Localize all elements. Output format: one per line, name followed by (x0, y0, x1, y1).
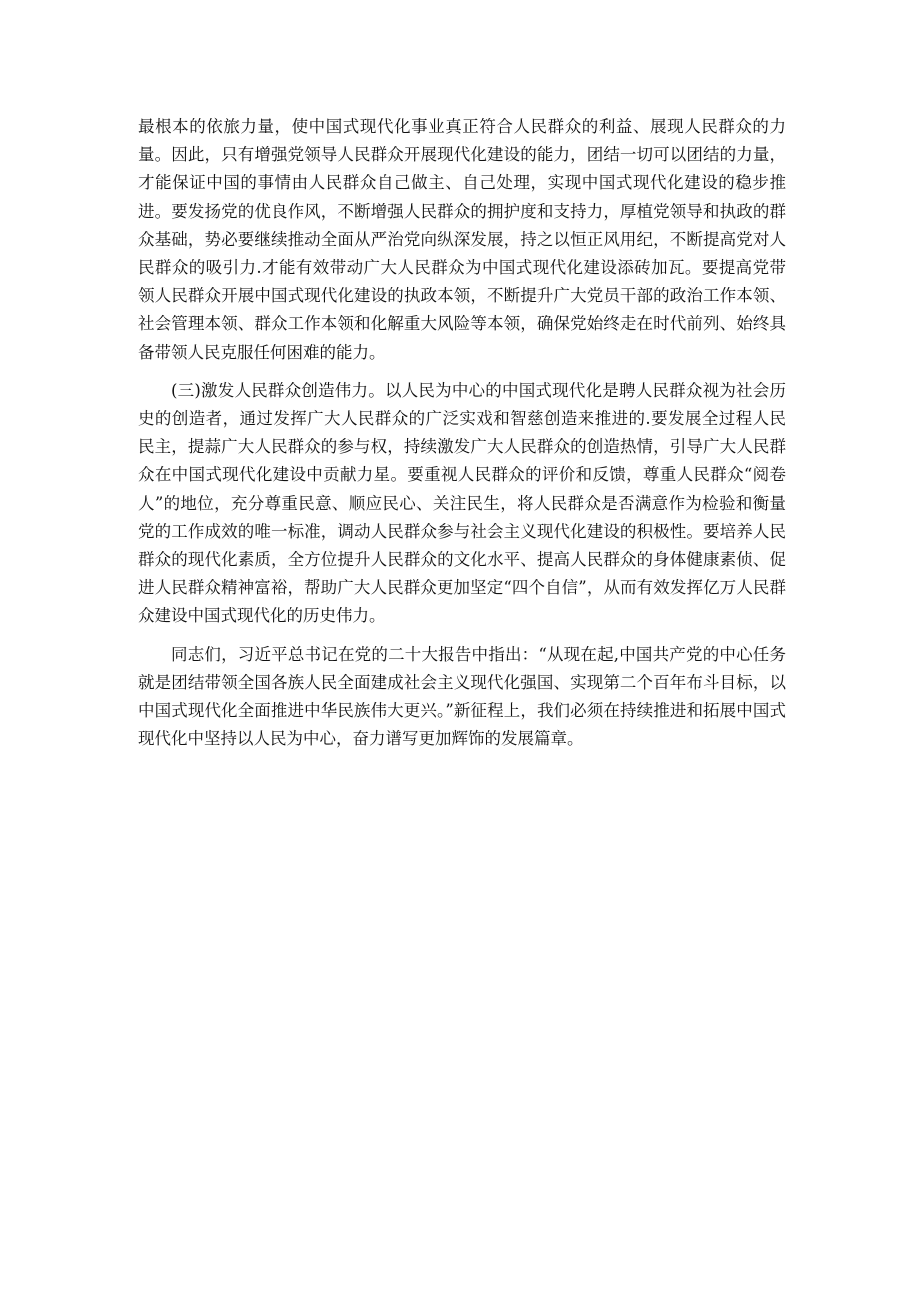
document-body (138, 113, 786, 753)
paragraph-continuation: 最根本的依旅力量，使中国式现代化事业真正符合人民群众的利益、展现人民群众的力量。因此，只有增强党领导人民群众开展现代化建设的能力，团结一切可以团结的力量，才能保证中国的事情由人民群众自己做主、自己处理，实现中国式现代化建设的稳步推进。要发扬党的优良作风，不断增强人民群众的拥护度和支持力，厚植党领导和执政的群众基础，势必要继续推动全面从严治党向纵深发展，持之以恒正风用纪，不断提高党对人民群众的吸引力.才能有效带动广大人民群众为中国式现代化建设添砖加瓦。要提高党带领人民群众开展中国式现代化建设的执政本领，不断提升广大党员干部的政治工作本领、社会管理本领、群众工作本领和化解重大风险等本领，确保党始终走在时代前列、始终具备带领人民克服任何困难的能力。 (138, 117, 786, 362)
paragraph-closing: 同志们，习近平总书记在党的二十大报告中指出：“从现在起,中国共产党的中心任务就是团结带领全国各族人民全面建成社会主义现代化强国、实现第二个百年布斗目标，以中国式现代化全面推进中华民族伟大更兴。”新征程上，我们必须在持续推进和拓展中国式现代化中坚持以人民为中心，奋力谱写更加辉饰的发展篇章。 (138, 644, 786, 749)
paragraph-section-three: (三)激发人民群众创造伟力。以人民为中心的中国式现代化是聘人民群众视为社会历史的创造者，通过发挥广大人民群众的广泛实戏和智慈创造来推进的.要发展全过程人民民主，提蒜广大人民群众的参与权，持续激发广大人民群众的创造热情，引导广大人民群众在中国式现代化建设中贡献力星。要重视人民群众的评价和反馈，尊重人民群众“阅卷人”的地位，充分尊重民意、顺应民心、关注民生，将人民群众是否满意作为检验和衡量党的工作成效的唯一标准，调动人民群众参与社会主义现代化建设的积极性。要培养人民群众的现代化素质，全方位提升人民群众的文化水平、提高人民群众的身体健康素侦、促进人民群众精神富裕，帮助广大人民群众更加坚定“四个自信”，从而有效发挥亿万人民群众建设中国式现代化的历史伟力。 (138, 380, 786, 626)
